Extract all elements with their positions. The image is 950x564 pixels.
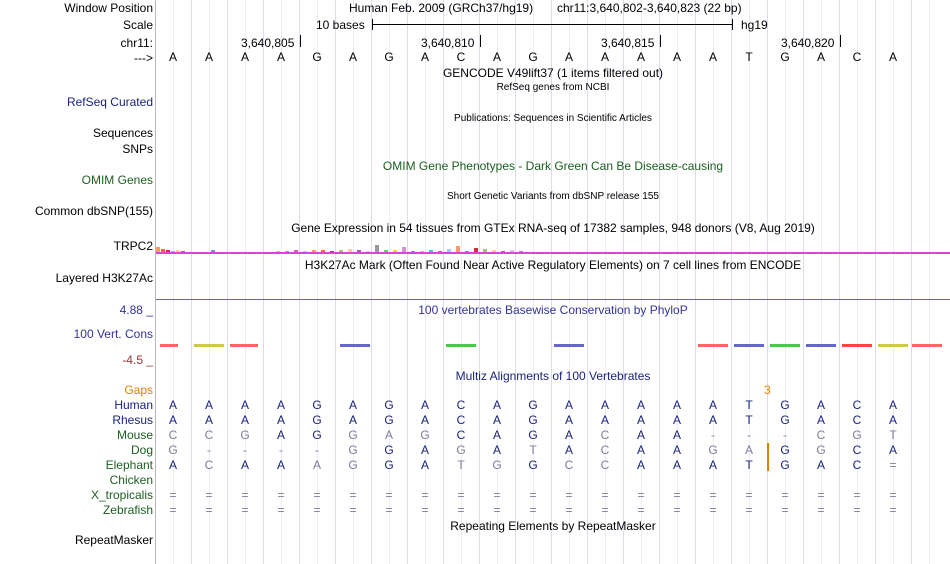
alignment-base: A	[672, 398, 681, 412]
alignment-base: =	[241, 488, 249, 502]
alignment-base: A	[168, 458, 177, 472]
alignment-base: A	[240, 413, 249, 427]
species-label[interactable]: Rhesus	[112, 413, 153, 427]
alignment-base: =	[889, 458, 897, 472]
phylop-mark	[734, 344, 764, 347]
ruler-tick-label: 3,640,810	[421, 36, 475, 50]
species-label[interactable]: Chicken	[109, 473, 153, 487]
alignment-base: C	[600, 458, 610, 472]
alignment-base: A	[384, 428, 393, 442]
gtex-gene-line	[156, 252, 950, 254]
alignment-base: =	[529, 503, 537, 517]
alignment-base: G	[780, 458, 790, 472]
reference-base: A	[348, 50, 357, 64]
alignment-base: A	[672, 443, 681, 457]
alignment-base: -	[315, 443, 319, 457]
alignment-base: T	[889, 428, 897, 442]
phylop-track-label[interactable]: 100 Vert. Cons	[73, 327, 153, 341]
alignment-base: G	[240, 428, 250, 442]
ruler-tick-label: 3,640,805	[241, 36, 295, 50]
alignment-base: =	[421, 503, 429, 517]
alignment-base: A	[168, 398, 177, 412]
alignment-base: =	[637, 488, 645, 502]
alignment-base: =	[385, 503, 393, 517]
phylop-mark	[912, 344, 942, 347]
alignment-base: =	[745, 488, 753, 502]
alignment-base: A	[564, 413, 573, 427]
alignment-base: =	[313, 503, 321, 517]
alignment-base: G	[528, 413, 538, 427]
alignment-base: =	[709, 488, 717, 502]
alignment-base: =	[169, 503, 177, 517]
alignment-base: =	[565, 503, 573, 517]
alignment-base: G	[384, 443, 394, 457]
species-label[interactable]: Human	[114, 398, 153, 412]
scale-bar-right-tick	[732, 19, 733, 30]
alignment-base: G	[816, 443, 826, 457]
scale-bar-left-tick	[372, 19, 373, 30]
phylop-mark	[194, 344, 224, 347]
alignment-base: A	[492, 428, 501, 442]
alignment-base: =	[205, 488, 213, 502]
reference-base: T	[745, 50, 753, 64]
reference-base: A	[168, 50, 177, 64]
alignment-base: A	[816, 398, 825, 412]
alignment-base: =	[601, 503, 609, 517]
alignment-base: =	[781, 503, 789, 517]
alignment-base: G	[348, 428, 358, 442]
alignment-base: C	[600, 428, 610, 442]
phylop-max-label: 4.88 _	[119, 303, 153, 317]
phylop-mark	[806, 344, 836, 347]
alignment-base: A	[204, 398, 213, 412]
alignment-base: C	[564, 458, 574, 472]
alignment-base: -	[747, 428, 751, 442]
refseq-track-label[interactable]: RefSeq Curated	[66, 95, 153, 109]
alignment-base: =	[889, 503, 897, 517]
alignment-base: G	[456, 443, 466, 457]
ruler-tick	[660, 35, 661, 47]
alignment-base: A	[240, 458, 249, 472]
alignment-base: A	[492, 443, 501, 457]
alignment-base: C	[204, 428, 214, 442]
alignment-base: G	[492, 458, 502, 472]
alignment-base: A	[276, 458, 285, 472]
alignment-base: =	[241, 503, 249, 517]
alignment-base: A	[276, 428, 285, 442]
alignment-base: =	[457, 488, 465, 502]
alignment-base: A	[276, 413, 285, 427]
alignment-base: =	[277, 488, 285, 502]
assembly-short: hg19	[741, 18, 768, 32]
repeatmasker-track-label[interactable]: RepeatMasker	[74, 533, 153, 547]
alignment-base: =	[565, 488, 573, 502]
alignment-base: T	[745, 413, 753, 427]
alignment-base: =	[313, 488, 321, 502]
reference-base: A	[708, 50, 717, 64]
h3k27ac-baseline	[156, 299, 950, 300]
reference-base: A	[600, 50, 609, 64]
alignment-base: =	[277, 503, 285, 517]
phylop-mark	[554, 344, 584, 347]
alignment-base: =	[493, 503, 501, 517]
alignment-base: T	[745, 458, 753, 472]
alignment-base: A	[636, 428, 645, 442]
alignment-base: A	[708, 398, 717, 412]
alignment-base: C	[456, 428, 466, 442]
alignment-base: A	[564, 398, 573, 412]
alignment-base: G	[528, 458, 538, 472]
alignment-base: G	[852, 428, 862, 442]
phylop-logo-marks	[156, 336, 950, 358]
alignment-base: A	[636, 458, 645, 472]
omim-track-label[interactable]: OMIM Genes	[81, 173, 153, 187]
alignment-base: -	[279, 443, 283, 457]
alignment-base: A	[600, 413, 609, 427]
reference-base: A	[888, 50, 897, 64]
alignment-base: A	[204, 413, 213, 427]
position-text[interactable]: chr11:3,640,802-3,640,823 (22 bp)	[557, 1, 742, 15]
alignment-base: A	[492, 413, 501, 427]
multiz-track-title[interactable]: Multiz Alignments of 100 Vertebrates	[455, 369, 651, 383]
alignment-base: C	[168, 428, 178, 442]
species-label[interactable]: X_tropicalis	[90, 488, 153, 502]
alignment-base: A	[672, 458, 681, 472]
alignment-base: =	[673, 503, 681, 517]
alignment-base: =	[673, 488, 681, 502]
alignment-base: =	[169, 488, 177, 502]
species-label[interactable]: Mouse	[116, 428, 153, 442]
alignment-base: A	[636, 413, 645, 427]
scale-label: Scale	[122, 18, 153, 32]
h3k27ac-track-label[interactable]: Layered H3K27Ac	[55, 271, 153, 285]
reference-base: A	[672, 50, 681, 64]
alignment-base: G	[384, 398, 394, 412]
alignment-base: =	[745, 503, 753, 517]
ruler-tick-label: 3,640,815	[601, 36, 655, 50]
alignment-base: A	[888, 398, 897, 412]
phylop-mark	[842, 344, 872, 347]
alignment-base: =	[457, 503, 465, 517]
alignment-base: =	[709, 503, 717, 517]
reference-base: A	[816, 50, 825, 64]
alignment-base: =	[349, 503, 357, 517]
alignment-base: =	[205, 503, 213, 517]
gap-insertion-marker	[767, 443, 769, 471]
alignment-base: C	[600, 443, 610, 457]
ruler-tick	[300, 35, 301, 47]
alignment-base: =	[637, 503, 645, 517]
reference-base: G	[780, 50, 790, 64]
reference-base: A	[420, 50, 429, 64]
phylop-mark	[878, 344, 908, 347]
alignment-base: G	[528, 398, 538, 412]
phylop-track-title[interactable]: 100 vertebrates Basewise Conservation by PhyloP	[418, 303, 688, 317]
alignment-base: A	[492, 398, 501, 412]
alignment-base: A	[744, 443, 753, 457]
phylop-mark	[446, 344, 476, 347]
alignment-base: -	[243, 443, 247, 457]
reference-base: C	[456, 50, 466, 64]
assembly-title: Human Feb. 2009 (GRCh37/hg19)	[349, 1, 534, 15]
gencode-track-title[interactable]: GENCODE V49lift37 (1 items filtered out)	[442, 66, 664, 80]
alignment-base: =	[385, 488, 393, 502]
gaps-label: Gaps	[124, 383, 153, 397]
ruler-tick-label: 3,640,820	[781, 36, 835, 50]
dbsnp-track-title[interactable]: Short Genetic Variants from dbSNP release 155	[447, 191, 659, 202]
alignment-base: A	[816, 458, 825, 472]
alignment-base: G	[780, 398, 790, 412]
alignment-base: A	[636, 398, 645, 412]
alignment-base: G	[312, 398, 322, 412]
alignment-base: A	[888, 443, 897, 457]
alignment-base: =	[817, 503, 825, 517]
reference-base: A	[564, 50, 573, 64]
species-label[interactable]: Elephant	[105, 458, 153, 472]
alignment-base: A	[420, 413, 429, 427]
alignment-base: A	[168, 413, 177, 427]
alignment-base: G	[312, 413, 322, 427]
sequences-track-label[interactable]: Sequences	[92, 126, 153, 140]
phylop-mark	[698, 344, 728, 347]
phylop-min-label: -4.5 _	[122, 353, 153, 367]
species-label[interactable]: Zebrafish	[102, 503, 153, 517]
ruler-tick	[480, 35, 481, 47]
h3k27ac-track-title[interactable]: H3K27Ac Mark (Often Found Near Active Regulatory Elements) on 7 cell lines from ENCODE	[304, 258, 802, 272]
alignment-base: A	[564, 443, 573, 457]
alignment-base: A	[672, 413, 681, 427]
chrom-label: chr11:	[120, 36, 153, 50]
alignment-base: C	[852, 443, 862, 457]
alignment-base: A	[600, 398, 609, 412]
alignment-base: G	[780, 413, 790, 427]
reference-base: A	[492, 50, 501, 64]
alignment-base: A	[564, 428, 573, 442]
reference-base: A	[204, 50, 213, 64]
alignment-base: A	[672, 428, 681, 442]
ruler-tick	[840, 35, 841, 47]
phylop-mark	[230, 344, 258, 347]
alignment-base: A	[708, 458, 717, 472]
reference-base: G	[384, 50, 394, 64]
alignment-base: -	[711, 428, 715, 442]
alignment-base: =	[781, 488, 789, 502]
gtex-gene-label[interactable]: TRPC2	[113, 239, 153, 253]
phylop-mark	[770, 344, 800, 347]
strand-label: --->	[134, 51, 153, 65]
alignment-base: G	[312, 428, 322, 442]
alignment-base: G	[384, 458, 394, 472]
alignment-base: C	[852, 413, 862, 427]
alignment-base: =	[817, 488, 825, 502]
alignment-base: -	[207, 443, 211, 457]
alignment-base: C	[852, 398, 862, 412]
alignment-base: =	[889, 488, 897, 502]
reference-base: G	[312, 50, 322, 64]
alignment-base: T	[457, 458, 465, 472]
alignment-base: A	[636, 443, 645, 457]
alignment-base: A	[708, 413, 717, 427]
alignment-base: =	[853, 503, 861, 517]
scale-text: 10 bases	[316, 18, 365, 32]
alignment-base: C	[816, 428, 826, 442]
alignment-base: A	[348, 413, 357, 427]
alignment-base: -	[783, 428, 787, 442]
alignment-base: A	[312, 458, 321, 472]
phylop-mark	[340, 344, 370, 347]
alignment-base: A	[888, 413, 897, 427]
alignment-base: G	[348, 443, 358, 457]
alignment-base: C	[852, 458, 862, 472]
alignment-base: =	[601, 488, 609, 502]
reference-base: A	[276, 50, 285, 64]
reference-base: G	[528, 50, 538, 64]
alignment-base: A	[276, 398, 285, 412]
alignment-base: T	[745, 398, 753, 412]
alignment-base: C	[456, 413, 466, 427]
alignment-base: A	[420, 458, 429, 472]
scale-bar	[372, 24, 733, 25]
gap-count: 3	[764, 383, 771, 397]
repeatmasker-track-title[interactable]: Repeating Elements by RepeatMasker	[450, 519, 656, 533]
alignment-base: C	[204, 458, 214, 472]
alignment-base: A	[420, 443, 429, 457]
alignment-base: T	[529, 443, 537, 457]
alignment-base: G	[384, 413, 394, 427]
alignment-base: A	[420, 398, 429, 412]
species-label[interactable]: Dog	[130, 443, 153, 457]
gtex-track-title[interactable]: Gene Expression in 54 tissues from GTEx RNA-seq of 17382 samples, 948 donors (V8, Aug 2019)	[291, 221, 815, 235]
publications-track-title[interactable]: Publications: Sequences in Scientific Articles	[454, 113, 652, 124]
alignment-base: G	[420, 428, 430, 442]
alignment-base: =	[421, 488, 429, 502]
refseq-track-subtitle: RefSeq genes from NCBI	[496, 82, 610, 93]
reference-base: A	[240, 50, 249, 64]
phylop-mark	[160, 344, 178, 347]
alignment-base: G	[348, 458, 358, 472]
alignment-base: A	[348, 398, 357, 412]
alignment-base: G	[528, 428, 538, 442]
alignment-base: C	[456, 398, 466, 412]
reference-base: C	[852, 50, 862, 64]
alignment-base: A	[816, 413, 825, 427]
window-position-label: Window Position	[64, 1, 153, 15]
alignment-base: =	[853, 488, 861, 502]
alignment-base: =	[529, 488, 537, 502]
alignment-base: A	[240, 398, 249, 412]
alignment-base: =	[349, 488, 357, 502]
alignment-base: G	[168, 443, 178, 457]
alignment-base: G	[708, 443, 718, 457]
dbsnp-track-label[interactable]: Common dbSNP(155)	[34, 204, 153, 218]
omim-track-title[interactable]: OMIM Gene Phenotypes - Dark Green Can Be Disease-causing	[382, 159, 724, 173]
alignment-base: =	[493, 488, 501, 502]
snps-track-label[interactable]: SNPs	[122, 142, 153, 156]
reference-base: A	[636, 50, 645, 64]
alignment-base: G	[780, 443, 790, 457]
